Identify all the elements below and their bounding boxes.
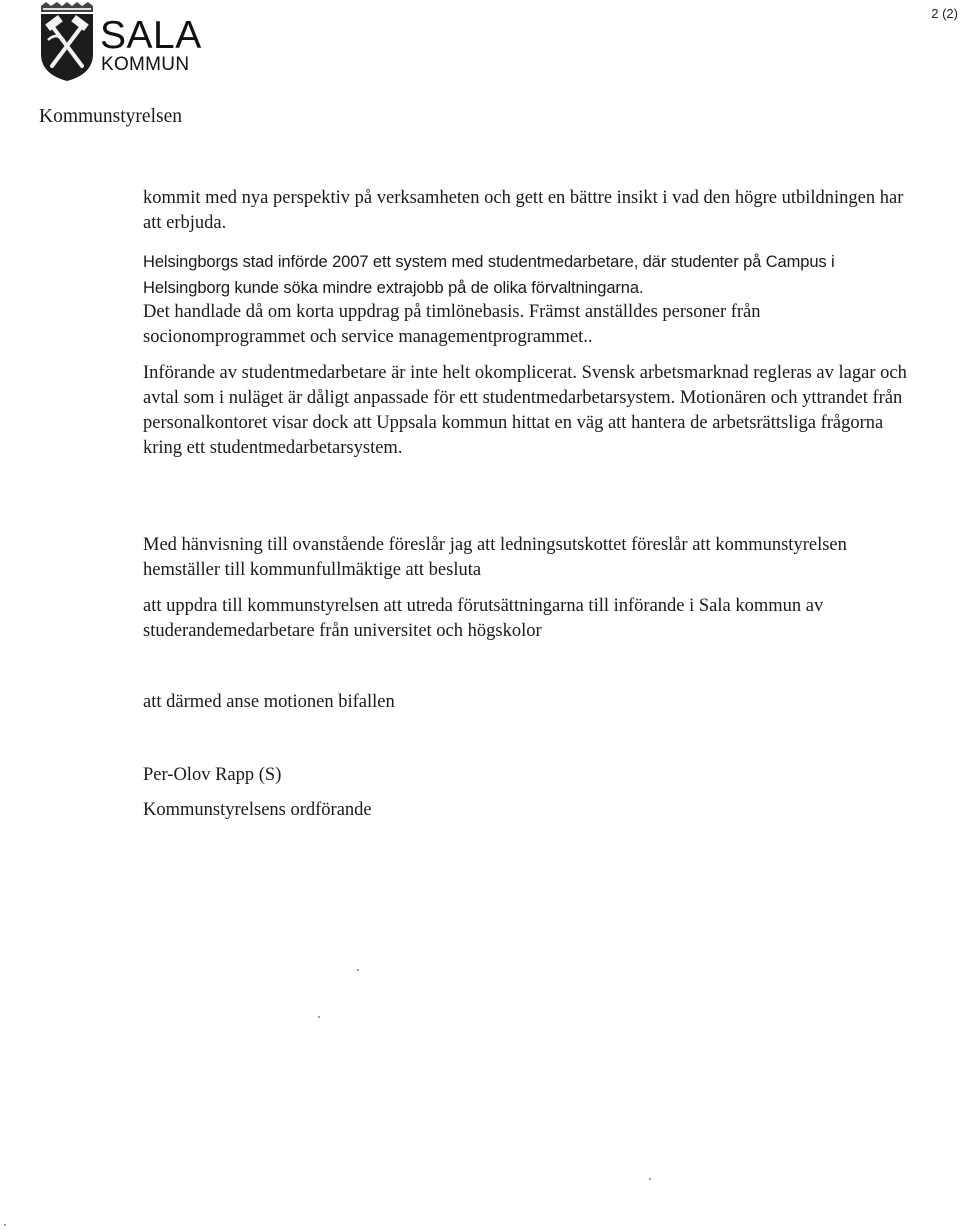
- scan-speck: [318, 1016, 320, 1018]
- scan-speck: [649, 1178, 651, 1180]
- scan-speck: [357, 969, 359, 971]
- logo-subtitle: KOMMUN: [101, 54, 190, 75]
- paragraph-7: att därmed anse motionen bifallen: [143, 692, 395, 712]
- signature-title: Kommunstyrelsens ordförande: [143, 800, 372, 820]
- page-number: 2 (2): [931, 6, 958, 21]
- paragraph-4: Införande av studentmedarbetare är inte helt okomplicerat. Svensk arbetsmarknad regleras av lagar och avtal som i nuläget är dåligt anpassade för ett studentmedarbetarsystem. Motionären och yttrandet från personalkontoret visar dock att Uppsala kommun hittat en väg att hantera de arbetsrättsliga frågorna kring ett studentmedarbetarsystem.: [143, 363, 907, 458]
- paragraph-6: att uppdra till kommunstyrelsen att utreda förutsättningarna till införande i Sala kommun av studerandemedarbetare från universitet och högskolor: [143, 596, 824, 641]
- department-heading: Kommunstyrelsen: [39, 106, 182, 127]
- paragraph-3: Det handlade då om korta uppdrag på timlönebasis. Främst anställdes personer från socionomprogrammet och service managementprogrammet..: [143, 302, 761, 347]
- paragraph-5: Med hänvisning till ovanstående föreslår jag att ledningsutskottet föreslår att kommunstyrelsen hemställer till kommunfullmäktige att besluta: [143, 535, 847, 580]
- sala-kommun-logo: [38, 2, 202, 82]
- paragraph-1: kommit med nya perspektiv på verksamheten och gett en bättre insikt i vad den högre utbildningen har att erbjuda.: [143, 188, 904, 233]
- scan-speck: [4, 1224, 6, 1226]
- sala-coat-of-arms-icon: [38, 2, 96, 82]
- signature-name: Per-Olov Rapp (S): [143, 765, 282, 785]
- paragraph-2: Helsingborgs stad införde 2007 ett system med studentmedarbetare, där studenter på Campus i Helsingborg kunde söka mindre extrajobb på de olika förvaltningarna.: [143, 253, 835, 297]
- logo-name: SALA: [100, 14, 202, 57]
